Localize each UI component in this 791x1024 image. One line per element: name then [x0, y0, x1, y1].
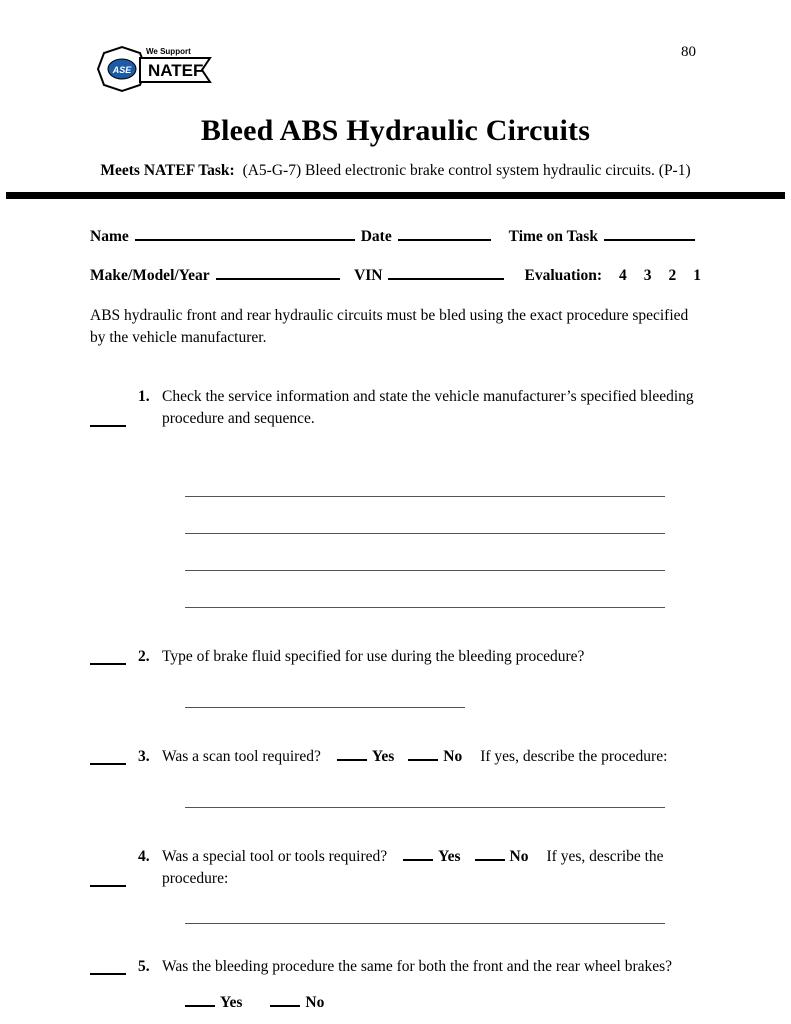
no-label: No	[443, 748, 463, 766]
name-field-blank	[135, 227, 355, 241]
question-4-followup: If yes, describe the procedure:	[162, 848, 664, 888]
page-number: 80	[681, 44, 696, 60]
natef-key-logo-graphic	[88, 40, 218, 98]
make-model-year-label: Make/Model/Year	[90, 267, 210, 284]
yes-label: Yes	[220, 994, 243, 1012]
question-5	[90, 956, 701, 978]
question-4-text	[162, 846, 701, 890]
question-4-answer-lines	[185, 884, 665, 924]
yes-label: Yes	[438, 848, 461, 866]
make-model-year-field-blank	[216, 266, 340, 280]
question-2-answer-lines	[185, 668, 465, 708]
score-blank-4	[90, 874, 126, 887]
form-content	[0, 199, 791, 1012]
score-blank-5	[90, 962, 126, 975]
question-1-number: 1.	[138, 388, 150, 406]
score-blank-1	[90, 414, 126, 427]
question-4-number: 4.	[138, 848, 150, 866]
question-2-text: Type of brake fluid specified for use during the bleeding procedure?	[162, 648, 585, 666]
no-blank	[270, 995, 300, 1007]
time-on-task-label: Time on Task	[508, 228, 598, 245]
question-3-prompt: Was a scan tool required?	[162, 748, 321, 766]
answer-line	[185, 884, 665, 924]
yes-blank	[403, 849, 433, 861]
question-4-prompt: Was a special tool or tools required?	[162, 848, 388, 866]
score-blank-2	[90, 652, 126, 665]
question-3-answer-lines	[185, 768, 665, 808]
evaluation-label: Evaluation:	[524, 267, 602, 284]
name-date-row	[90, 227, 701, 246]
divider-rule	[6, 192, 785, 199]
score-blank-3	[90, 752, 126, 765]
task-label: Meets NATEF Task:	[100, 162, 235, 179]
page-title: Bleed ABS Hydraulic Circuits	[200, 114, 591, 147]
task-text: (A5-G-7) Bleed electronic brake control system hydraulic circuits. (P-1)	[242, 162, 691, 179]
vin-field-blank	[388, 266, 504, 280]
natef-logo	[88, 40, 218, 98]
question-1-answer-lines	[185, 460, 665, 608]
question-2-number: 2.	[138, 648, 150, 666]
yes-blank	[185, 995, 215, 1007]
answer-line	[185, 768, 665, 808]
yes-blank	[337, 749, 367, 761]
no-blank	[408, 749, 438, 761]
question-5-number: 5.	[138, 958, 150, 976]
question-2	[90, 646, 701, 668]
evaluation-1: 1	[693, 267, 701, 284]
answer-line	[185, 460, 665, 497]
evaluation-3: 3	[643, 267, 652, 284]
question-3	[90, 746, 701, 768]
question-1-text: Check the service information and state the vehicle manufacturer’s specified bleeding procedure and sequence.	[162, 388, 694, 428]
answer-line	[185, 534, 665, 571]
date-label: Date	[360, 228, 392, 245]
question-4	[90, 846, 701, 890]
question-1	[90, 386, 701, 430]
yes-label: Yes	[371, 748, 395, 766]
time-on-task-field-blank	[604, 227, 695, 241]
no-blank	[475, 849, 505, 861]
natef-task-line	[0, 162, 791, 180]
vehicle-row	[90, 266, 701, 285]
evaluation-4: 4	[619, 267, 627, 284]
question-3-number: 3.	[138, 748, 150, 766]
question-5-text: Was the bleeding procedure the same for both the front and the rear wheel brakes?	[162, 958, 673, 976]
vin-label: VIN	[354, 267, 383, 284]
no-label: No	[509, 848, 529, 866]
we-support-text: We Support	[146, 47, 191, 56]
date-field-blank	[398, 227, 491, 241]
answer-line	[185, 571, 665, 608]
natef-text: NATEF	[148, 61, 204, 80]
evaluation-2: 2	[668, 267, 677, 284]
question-3-text	[162, 746, 701, 768]
answer-line	[185, 497, 665, 534]
ase-text: ASE	[112, 65, 132, 75]
answer-line	[185, 668, 465, 708]
name-label: Name	[90, 228, 129, 245]
intro-paragraph: ABS hydraulic front and rear hydraulic circuits must be bled using the exact procedure specified by the vehicle manufacturer.	[90, 307, 689, 346]
question-5-yes-no-row	[185, 994, 701, 1012]
question-3-followup: If yes, describe the procedure:	[480, 748, 668, 766]
no-label: No	[305, 994, 325, 1012]
page-header	[0, 0, 791, 98]
